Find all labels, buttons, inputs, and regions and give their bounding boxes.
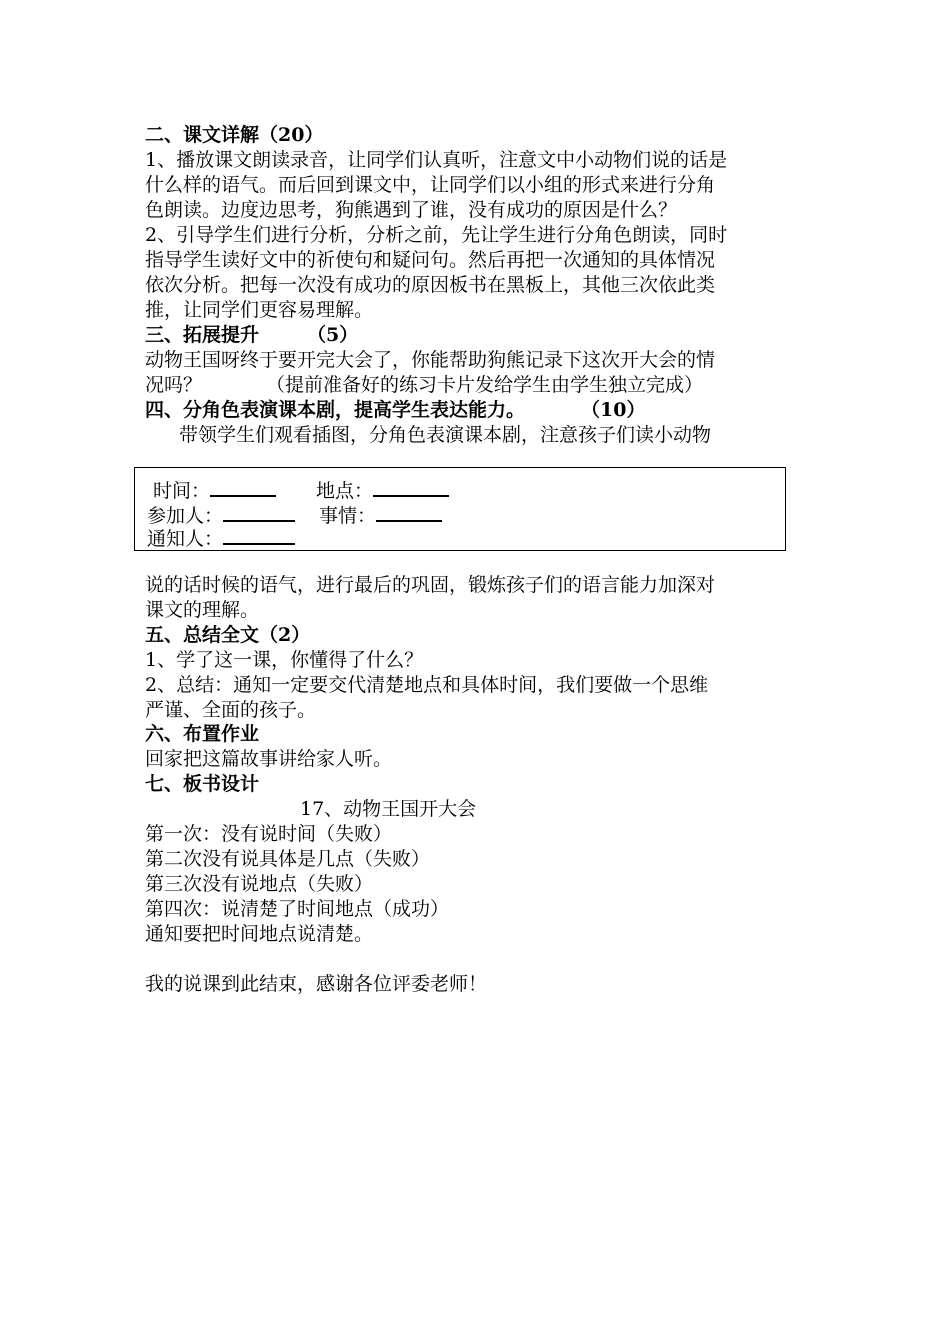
section-3-title: 三、拓展提升 xyxy=(145,324,260,346)
section-7-title: 七、板书设计 xyxy=(145,773,260,795)
board-line: 第三次没有说地点（失败） xyxy=(145,873,374,895)
section-4-title: 四、分角色表演课本剧，提高学生表达能力。 xyxy=(145,399,526,421)
attendees-label: 参加人： xyxy=(147,505,224,527)
paragraph-line: 色朗读。边度边思考，狗熊遇到了谁，没有成功的原因是什么？ xyxy=(145,199,678,221)
board-line: 第二次没有说具体是几点（失败） xyxy=(145,848,431,870)
paragraph-line: 什么样的语气。而后回到课文中，让同学们以小组的形式来进行分角 xyxy=(145,174,716,196)
paragraph-line: 动物王国呀终于要开完大会了，你能帮助狗熊记录下这次开大会的情 xyxy=(145,349,716,371)
section-5-title: 五、总结全文（2） xyxy=(145,624,311,646)
paragraph-line: 2、引导学生们进行分析，分析之前，先让学生进行分角色朗读，同时 xyxy=(145,224,728,246)
form-row-notifier xyxy=(147,525,295,552)
paragraph-line: 回家把这篇故事讲给家人听。 xyxy=(145,748,393,770)
paragraph-line: 推，让同学们更容易理解。 xyxy=(145,299,374,321)
place-blank[interactable] xyxy=(373,477,449,497)
paragraph-line: 说的话时候的语气，进行最后的巩固，锻炼孩子们的语言能力加深对 xyxy=(145,574,716,596)
section-2-title: 二、课文详解（20） xyxy=(145,124,324,146)
board-heading: 17、动物王国开大会 xyxy=(300,798,477,820)
matter-label: 事情： xyxy=(319,505,377,527)
section-3-score: （5） xyxy=(307,324,359,346)
section-3-heading xyxy=(145,323,810,348)
notifier-label: 通知人： xyxy=(147,528,224,550)
section-4-score: （10） xyxy=(581,399,646,421)
notice-form-box xyxy=(134,467,786,551)
section-6-title: 六、布置作业 xyxy=(145,723,260,745)
paragraph-note: （提前准备好的练习卡片发给学生由学生独立完成） xyxy=(266,374,704,396)
board-line: 第四次：说清楚了时间地点（成功） xyxy=(145,898,450,920)
matter-blank[interactable] xyxy=(376,502,442,522)
time-label: 时间： xyxy=(153,480,211,502)
paragraph-line: 指导学生读好文中的祈使句和疑问句。然后再把一次通知的具体情况 xyxy=(145,249,716,271)
paragraph-line: 课文的理解。 xyxy=(145,599,260,621)
time-blank[interactable] xyxy=(210,477,276,497)
paragraph-line: 严谨、全面的孩子。 xyxy=(145,699,317,721)
paragraph-line: 1、播放课文朗读录音，让同学们认真听，注意文中小动物们说的话是 xyxy=(145,149,728,171)
place-label: 地点： xyxy=(316,480,374,502)
paragraph-line: 带领学生们观看插图，分角色表演课本剧，注意孩子们读小动物 xyxy=(179,424,712,446)
notifier-blank[interactable] xyxy=(223,525,295,545)
board-line: 通知要把时间地点说清楚。 xyxy=(145,923,374,945)
attendees-blank[interactable] xyxy=(223,502,295,522)
paragraph-line: 依次分析。把每一次没有成功的原因板书在黑板上，其他三次依此类 xyxy=(145,274,716,296)
form-row-time-place xyxy=(153,477,449,504)
closing-line: 我的说课到此结束，感谢各位评委老师！ xyxy=(145,973,488,995)
section-4-heading xyxy=(145,398,810,423)
paragraph-line: 1、学了这一课，你懂得了什么？ xyxy=(145,649,424,671)
paragraph-line: 2、总结：通知一定要交代清楚地点和具体时间，我们要做一个思维 xyxy=(145,674,709,696)
board-line: 第一次：没有说时间（失败） xyxy=(145,823,393,845)
paragraph-text: 况吗？ xyxy=(145,374,203,396)
paragraph-line xyxy=(145,373,810,398)
